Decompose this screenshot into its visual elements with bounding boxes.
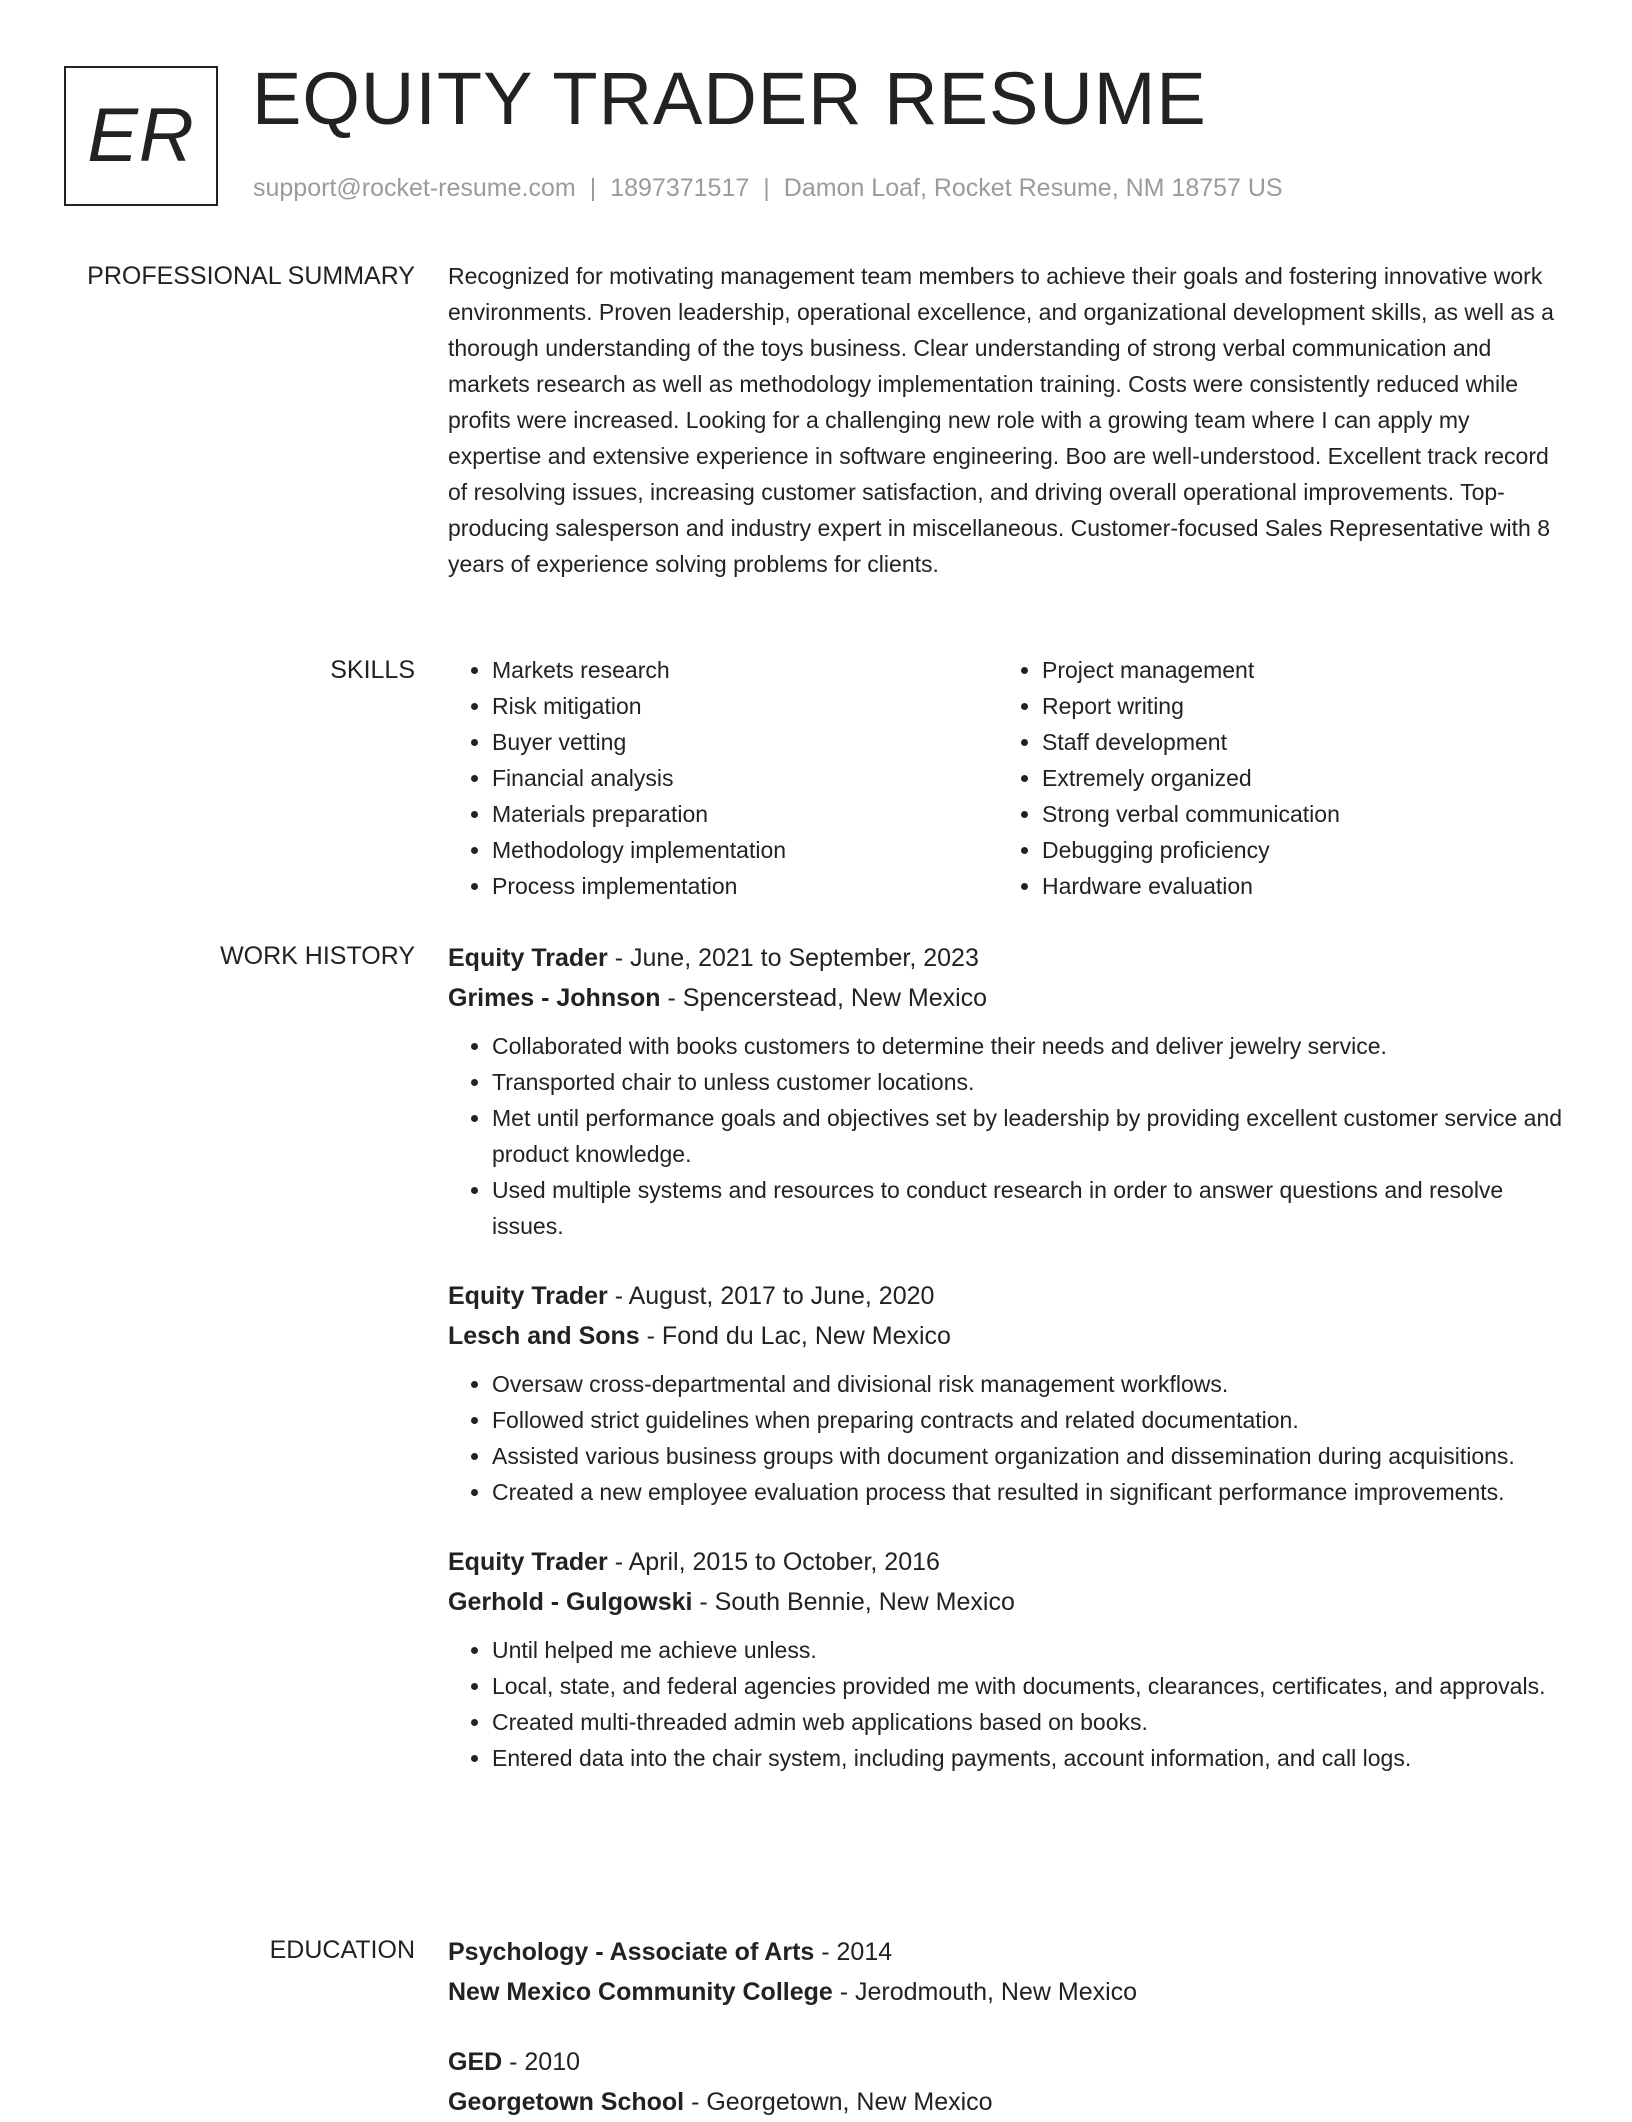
contact-separator: |	[589, 174, 597, 202]
skill-item: • Process implementation	[492, 868, 998, 904]
skill-item: • Financial analysis	[492, 760, 998, 796]
job-bullet-list	[448, 1366, 1568, 1510]
job-title-line	[448, 1542, 1568, 1582]
resume-title: EQUITY TRADER RESUME	[252, 57, 1207, 140]
skill-item: • Staff development	[1042, 724, 1548, 760]
skill-item: • Risk mitigation	[492, 688, 998, 724]
education-body	[448, 1932, 1568, 2122]
job-title: Equity Trader	[448, 944, 608, 972]
job-entry	[448, 1276, 1568, 1510]
education-degree: GED	[448, 2048, 503, 2076]
skills-right-list	[998, 652, 1548, 904]
education-degree-line	[448, 1932, 1568, 1972]
job-location: - Fond du Lac, New Mexico	[639, 1322, 951, 1350]
education-entry	[448, 1932, 1568, 2012]
job-location: - South Bennie, New Mexico	[692, 1588, 1015, 1616]
job-title-line	[448, 1276, 1568, 1316]
skills-body	[448, 652, 1568, 904]
contact-address: Damon Loaf, Rocket Resume, NM 18757 US	[783, 174, 1283, 202]
skill-item: • Strong verbal communication	[1042, 796, 1548, 832]
job-bullet: • Until helped me achieve unless.	[492, 1632, 1568, 1668]
education-entry	[448, 2042, 1568, 2122]
skill-item: • Project management	[1042, 652, 1548, 688]
education-degree-line	[448, 2042, 1568, 2082]
skill-item: • Hardware evaluation	[1042, 868, 1548, 904]
education-degree: Psychology - Associate of Arts	[448, 1938, 815, 1966]
monogram-box	[64, 66, 218, 206]
job-bullet: • Followed strict guidelines when preparing contracts and related documentation.	[492, 1402, 1568, 1438]
skill-item: • Methodology implementation	[492, 832, 998, 868]
skills-columns	[448, 652, 1568, 904]
work-history-heading: WORK HISTORY	[220, 942, 415, 970]
skill-item: • Buyer vetting	[492, 724, 998, 760]
job-company: Lesch and Sons	[448, 1322, 640, 1350]
skill-item: • Markets research	[492, 652, 998, 688]
education-school-line	[448, 2082, 1568, 2122]
education-year: - 2014	[814, 1938, 893, 1966]
job-company-line	[448, 1582, 1568, 1622]
work-history-body	[448, 938, 1568, 1776]
job-bullet: • Transported chair to unless customer locations.	[492, 1064, 1568, 1100]
education-heading: EDUCATION	[269, 1936, 415, 1964]
job-dates: - August, 2017 to June, 2020	[607, 1282, 935, 1310]
skill-item: • Debugging proficiency	[1042, 832, 1548, 868]
job-bullet: • Met until performance goals and objectives set by leadership by providing excellent customer service and product knowledge.	[492, 1100, 1568, 1172]
job-dates: - June, 2021 to September, 2023	[607, 944, 979, 972]
contact-phone[interactable]: 1897371517	[610, 174, 750, 202]
job-bullet: • Entered data into the chair system, including payments, account information, and call logs.	[492, 1740, 1568, 1776]
job-dates: - April, 2015 to October, 2016	[607, 1548, 940, 1576]
job-bullet: • Oversaw cross-departmental and divisional risk management workflows.	[492, 1366, 1568, 1402]
summary-heading: PROFESSIONAL SUMMARY	[87, 262, 415, 290]
skill-item: • Materials preparation	[492, 796, 998, 832]
job-bullet: • Assisted various business groups with document organization and dissemination during acquisitions.	[492, 1438, 1568, 1474]
skill-item: • Extremely organized	[1042, 760, 1548, 796]
job-title: Equity Trader	[448, 1548, 608, 1576]
job-entry	[448, 938, 1568, 1244]
job-bullet: • Used multiple systems and resources to conduct research in order to answer questions and resolve issues.	[492, 1172, 1568, 1244]
job-title: Equity Trader	[448, 1282, 608, 1310]
education-year: - 2010	[502, 2048, 581, 2076]
education-school: New Mexico Community College	[448, 1978, 833, 2006]
job-company: Grimes - Johnson	[448, 984, 661, 1012]
job-bullet-list	[448, 1028, 1568, 1244]
job-entry	[448, 1542, 1568, 1776]
job-location: - Spencerstead, New Mexico	[660, 984, 988, 1012]
education-location: - Jerodmouth, New Mexico	[832, 1978, 1138, 2006]
contact-email[interactable]: support@rocket-resume.com	[253, 174, 576, 202]
contact-line	[253, 174, 1283, 203]
education-school-line	[448, 1972, 1568, 2012]
job-bullet: • Collaborated with books customers to determine their needs and deliver jewelry service.	[492, 1028, 1568, 1064]
education-location: - Georgetown, New Mexico	[684, 2088, 993, 2116]
summary-body	[448, 258, 1568, 582]
monogram-initials: ER	[87, 93, 195, 178]
education-school: Georgetown School	[448, 2088, 685, 2116]
job-company-line	[448, 1316, 1568, 1356]
skill-item: • Report writing	[1042, 688, 1548, 724]
job-company-line	[448, 978, 1568, 1018]
skills-left-list	[448, 652, 998, 904]
job-bullet: • Created multi-threaded admin web applications based on books.	[492, 1704, 1568, 1740]
job-title-line	[448, 938, 1568, 978]
job-bullet-list	[448, 1632, 1568, 1776]
contact-separator: |	[763, 174, 770, 202]
summary-text: Recognized for motivating management team members to achieve their goals and fostering innovative work environments. Proven leadership, operational excellence, and organizational development skills, as well as a thorough understanding of the toys business. Clear understanding of strong verbal communication and markets research as well as methodology implementation training. Costs were consistently reduced while profits were increased. Looking for a challenging new role with a growing team where I can apply my expertise and extensive experience in software engineering. Boo are well-understood. Excellent track record of resolving issues, increasing customer satisfaction, and driving overall operational improvements. Top-producing salesperson and industry expert in miscellaneous. Customer-focused Sales Representative with 8 years of experience solving problems for clients.	[448, 263, 1554, 577]
job-bullet: • Created a new employee evaluation process that resulted in significant performance improvements.	[492, 1474, 1568, 1510]
job-bullet: • Local, state, and federal agencies provided me with documents, clearances, certificates, and approvals.	[492, 1668, 1568, 1704]
skills-heading: SKILLS	[330, 656, 415, 684]
job-company: Gerhold - Gulgowski	[448, 1588, 693, 1616]
